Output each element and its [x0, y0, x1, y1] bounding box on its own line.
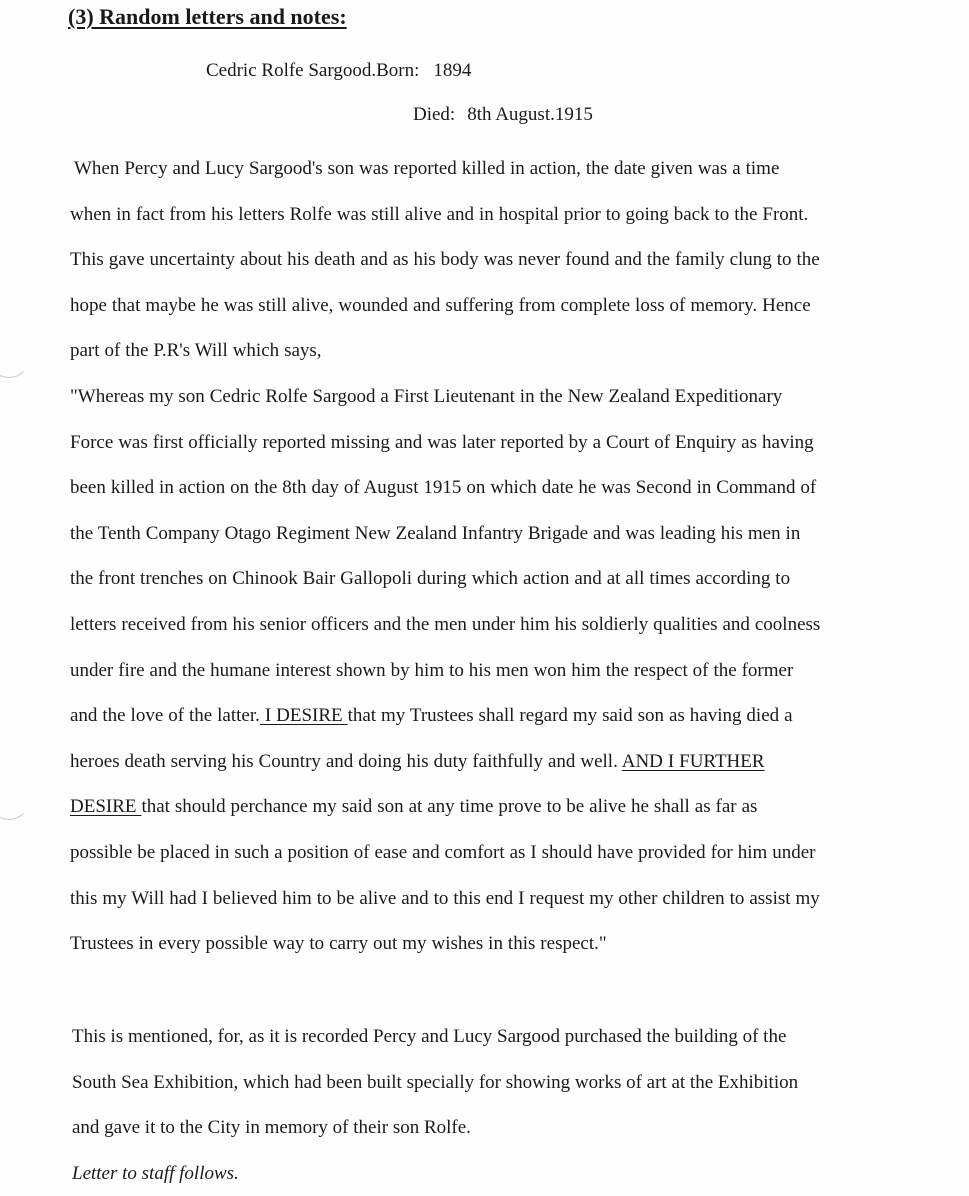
- text-line: hope that maybe he was still alive, wounded and suffering from complete loss of memory. Hence: [70, 294, 811, 316]
- text-line: letters received from his senior officers and the men under him his soldierly qualities and coolness: [70, 613, 821, 635]
- text-line: possible be placed in such a position of ease and comfort as I should have provided for him under: [70, 841, 816, 863]
- text-segment: that my Trustees shall regard my said son as having died a: [347, 705, 793, 727]
- section-heading: (3) Random letters and notes:: [68, 4, 347, 29]
- died-date: 8th August.1915: [467, 104, 593, 125]
- text-line: the front trenches on Chinook Bair Gallopoli during which action and at all times according to: [70, 568, 791, 590]
- desire-underlined: DESIRE: [70, 796, 142, 818]
- text-line: When Percy and Lucy Sargood's son was reported killed in action, the date given was a time: [74, 158, 780, 179]
- punch-hole-mark: [0, 336, 30, 378]
- text-line: This is mentioned, for, as it is recorded Percy and Lucy Sargood purchased the building of the: [72, 1026, 787, 1047]
- death-line: [413, 104, 593, 126]
- died-label: Died:: [413, 104, 456, 125]
- i-desire-underlined: I DESIRE: [259, 705, 348, 727]
- text-line: This gave uncertainty about his death and as his body was never found and the family clung to the: [70, 249, 820, 271]
- text-line: South Sea Exhibition, which had been built specially for showing works of art at the Exhibition: [72, 1071, 799, 1093]
- text-line: when in fact from his letters Rolfe was still alive and in hospital prior to going back to the Front.: [70, 203, 809, 225]
- text-line: under fire and the humane interest shown by him to his men won him the respect of the former: [70, 659, 794, 681]
- born-year: 1894: [433, 60, 472, 81]
- text-line: the Tenth Company Otago Regiment New Zealand Infantry Brigade and was leading his men in: [70, 522, 801, 544]
- text-line: this my Will had I believed him to be alive and to this end I request my other children to assist my: [70, 887, 820, 909]
- text-line: "Whereas my son Cedric Rolfe Sargood a First Lieutenant in the New Zealand Expeditionary: [70, 385, 783, 407]
- text-line: part of the P.R's Will which says,: [70, 340, 322, 362]
- text-line: Force was first officially reported missing and was later reported by a Court of Enquiry as having: [70, 431, 814, 453]
- text-segment: that should perchance my said son at any time prove to be alive he shall as far as: [141, 796, 758, 818]
- text-line: been killed in action on the 8th day of August 1915 on which date he was Second in Command of: [70, 477, 817, 499]
- birth-line: [206, 60, 471, 82]
- text-line: [70, 693, 969, 739]
- memorial-paragraph: [72, 1014, 798, 1196]
- and-i-further-underlined: AND I FURTHER: [621, 750, 765, 772]
- will-paragraph: [70, 146, 969, 967]
- text-segment: heroes death serving his Country and doing his duty faithfully and well.: [70, 750, 622, 772]
- text-line: [70, 784, 969, 830]
- person-name: Cedric Rolfe Sargood.: [206, 60, 377, 81]
- punch-hole-mark: [0, 778, 30, 820]
- closing-note: Letter to staff follows.: [72, 1162, 239, 1184]
- born-label: Born:: [376, 60, 420, 81]
- text-line: [70, 739, 969, 785]
- text-line: Trustees in every possible way to carry out my wishes in this respect.": [70, 933, 607, 955]
- text-segment: and the love of the latter.: [70, 705, 260, 727]
- text-line: and gave it to the City in memory of their son Rolfe.: [72, 1117, 471, 1139]
